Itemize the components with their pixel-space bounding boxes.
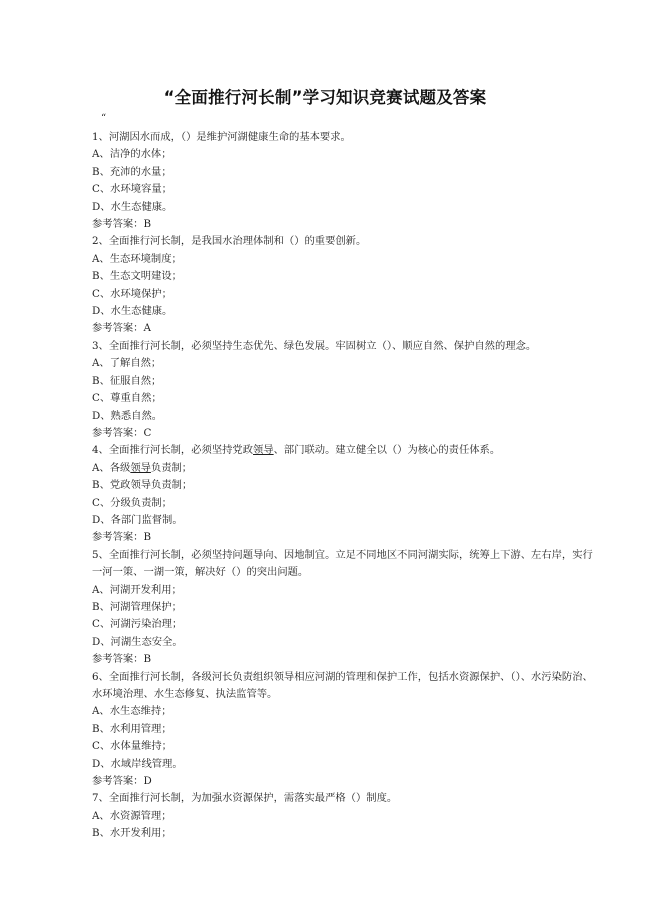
q2-option-c: C、水环境保护； [92,287,172,300]
q4-option-a [92,460,594,477]
question-2: 2、全面推行河长制，是我国水治理体制和（）的重要创新。 [92,235,367,248]
question-list [92,129,594,843]
q4-option-b: B、党政领导负责制； [92,479,193,492]
q3-option-b: B、征服自然； [92,374,162,387]
q5-option-a: A、河湖开发利用； [92,583,182,596]
question-7: 7、全面推行河长制，为加强水资源保护，需落实最严格（）制度。 [92,792,398,805]
q4-option-a-before: A、各级 [92,461,131,474]
q2-option-d: D、水生态健康。 [92,305,173,318]
q4-option-d: D、各部门监督制。 [92,513,183,526]
q6-option-b: B、水利用管理； [92,722,172,735]
q1-answer: 参考答案：B [92,218,152,231]
q3-answer: 参考答案：C [92,426,152,439]
question-5: 5、全面推行河长制，必须坚持问题导向、因地制宜。立足不同地区不同河湖实际，统筹上下游、左右岸，实行一河一策、一湖一策，解决好（）的突出问题。 [92,548,593,579]
q6-answer: 参考答案：D [92,775,152,788]
q1-option-a: A、洁净的水体； [92,148,172,161]
q6-option-c: C、水体量维持； [92,740,172,753]
q6-option-d: D、水域岸线管理。 [92,757,183,770]
q2-answer: 参考答案：A [92,322,151,335]
q4-option-a-after: 负责制； [150,461,193,474]
q3-option-a: A、了解自然； [92,357,162,370]
q6-option-a: A、水生态维持； [92,705,172,718]
q5-answer: 参考答案：B [92,653,152,666]
q4-option-c: C、分级负责制； [92,496,172,509]
q1-option-c: C、水环境容量； [92,183,172,196]
question-6: 6、全面推行河长制，各级河长负责组织领导相应河湖的管理和保护工作，包括水资源保护、（）、水污染防治、水环境治理、水生态修复、执法监管等。 [92,670,593,700]
q5-option-c: C、河湖污染治理； [92,618,183,631]
leading-quote-mark: “ [101,113,107,124]
question-3: 3、全面推行河长制，必须坚持生态优先、绿色发展。牢固树立（）、顺应自然、保护自然的理念。 [92,339,537,352]
page-title: “全面推行河长制”学习知识竞赛试题及答案 [163,88,487,107]
q7-option-a: A、水资源管理； [92,809,172,822]
q1-option-b: B、充沛的水量； [92,165,172,178]
q1-option-d: D、水生态健康。 [92,200,173,213]
q7-option-b: B、水开发利用； [92,827,172,840]
q5-option-d: D、河湖生态安全。 [92,635,183,648]
question-4 [92,442,594,459]
q3-option-d: D、熟悉自然。 [92,409,163,422]
q2-option-b: B、生态文明建设； [92,270,182,283]
q2-option-a: A、生态环境制度； [92,252,182,265]
q4-option-a-underlined: 领导 [130,461,151,474]
question-1: 1、河湖因水而成，（）是维护河湖健康生命的基本要求。 [92,131,351,143]
q5-option-b: B、河湖管理保护； [92,600,182,613]
q4-text-after: 、部门联动。建立健全以（）为核心的责任体系。 [273,444,501,457]
q4-text-before: 4、全面推行河长制，必须坚持党政 [92,444,254,457]
q4-underlined-word: 领导 [253,444,274,457]
q3-option-c: C、尊重自然； [92,392,162,405]
q4-answer: 参考答案：B [92,531,152,544]
